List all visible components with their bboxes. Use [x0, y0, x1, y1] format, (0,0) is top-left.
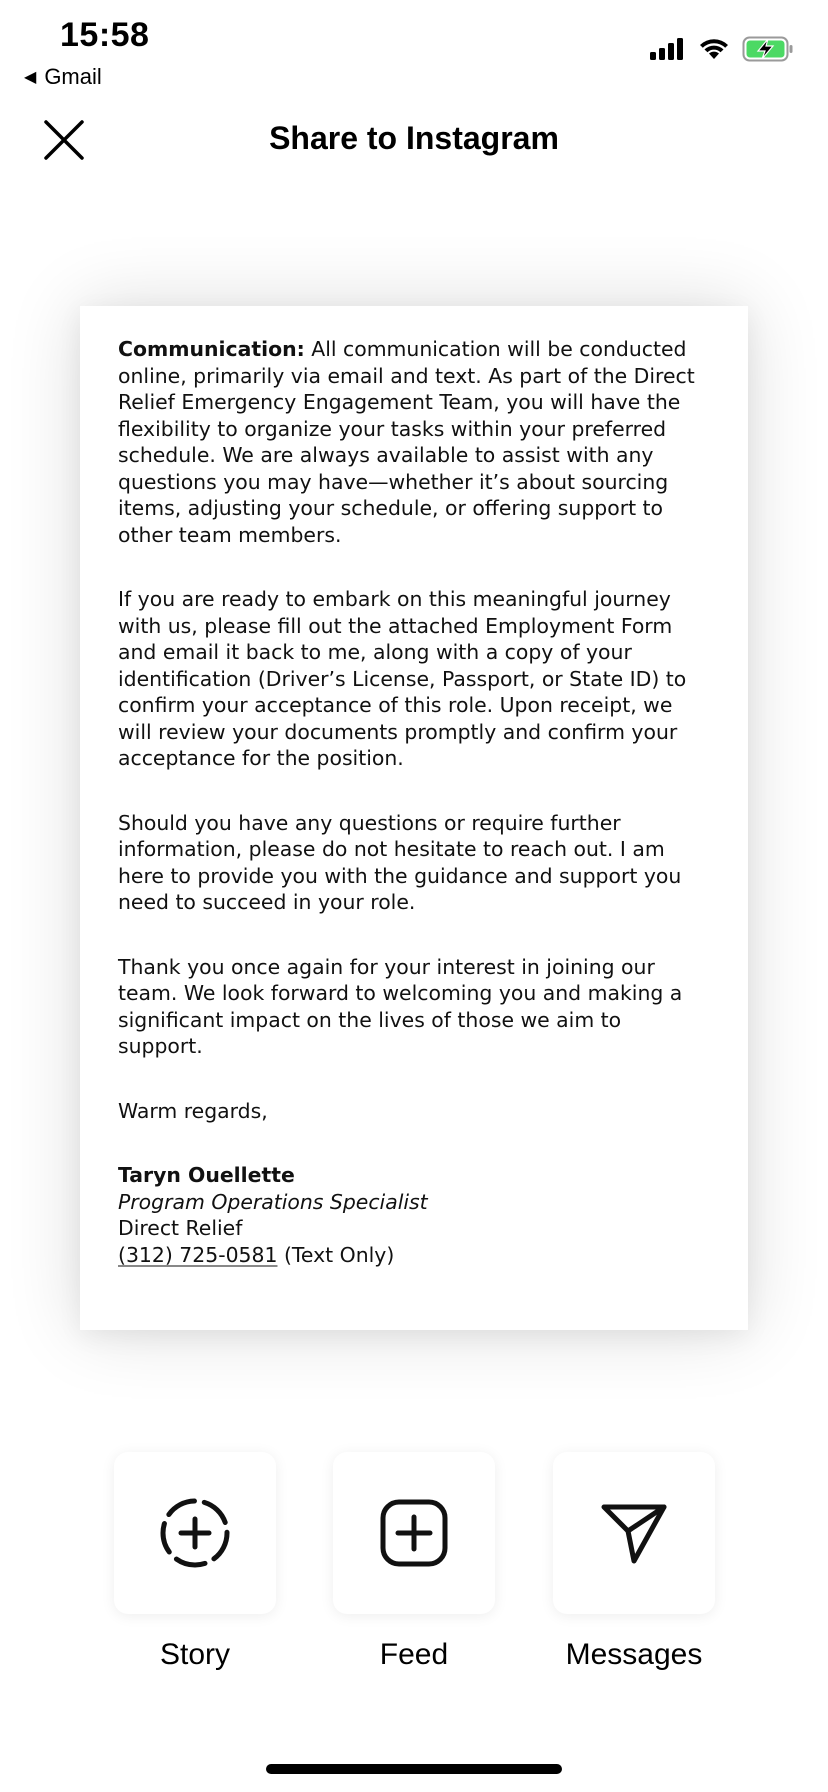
- communication-text: All communication will be conducted online, primarily via email and text. As part of the Direct Relief Emergency Engagement Team, you will have the flexibility to organize your tasks within your preferred schedule. We are always available to assist with any questions you may have—whether it’s about sourcing items, adjusting your schedule, or offering support to other team members.: [118, 337, 695, 547]
- status-icons: [650, 36, 794, 62]
- communication-label: Communication:: [118, 337, 305, 361]
- signal-icon: [650, 38, 686, 60]
- share-messages-tile[interactable]: [553, 1452, 715, 1614]
- back-arrow-icon: ◀: [24, 69, 37, 86]
- document-preview: [80, 306, 748, 1330]
- home-indicator[interactable]: [266, 1764, 562, 1774]
- share-feed-label: Feed: [379, 1638, 449, 1671]
- feed-add-icon: [378, 1497, 450, 1569]
- signature-organization: Direct Relief: [118, 1216, 243, 1240]
- signature-phone: [118, 1242, 710, 1269]
- share-feed-tile[interactable]: [333, 1452, 495, 1614]
- communication-paragraph: [118, 336, 710, 548]
- questions-paragraph: Should you have any questions or require further information, please do not hesitate to reach out. I am here to provide you with the guidance and support you need to succeed in your role.: [118, 810, 682, 914]
- send-icon: [598, 1497, 670, 1569]
- share-story-tile[interactable]: [114, 1452, 276, 1614]
- status-time: 15:58: [60, 16, 150, 54]
- signature-name: Taryn Ouellette: [118, 1163, 295, 1187]
- battery-charging-icon: [742, 36, 794, 62]
- next-steps-paragraph: If you are ready to embark on this meaningful journey with us, please fill out the attached Employment Form and email it back to me, along with a copy of your identification (Driver’s License, Passport, or State ID) to confirm your acceptance of this role. Upon receipt, we will review your documents promptly and confirm your acceptance for the position.: [118, 587, 687, 770]
- thanks-paragraph: Thank you once again for your interest in joining our team. We look forward to welcoming you and making a significant impact on the lives of those we aim to support.: [118, 954, 683, 1058]
- closing-text: Warm regards,: [118, 1098, 268, 1123]
- signature-title: Program Operations Specialist: [118, 1189, 428, 1214]
- share-messages-label: Messages: [565, 1638, 703, 1671]
- share-messages-button[interactable]: [553, 1452, 715, 1672]
- wifi-icon: [698, 37, 730, 61]
- share-story-label: Story: [159, 1638, 231, 1671]
- share-feed-button[interactable]: [333, 1452, 495, 1672]
- signature-block: [118, 1162, 710, 1268]
- story-add-icon: [157, 1495, 233, 1571]
- page-title: Share to Instagram: [269, 120, 559, 156]
- phone-note: (Text Only): [277, 1242, 395, 1267]
- share-story-button[interactable]: [114, 1452, 276, 1672]
- back-to-app-button[interactable]: [24, 64, 102, 90]
- phone-link[interactable]: (312) 725-0581: [118, 1242, 278, 1267]
- back-app-label: Gmail: [44, 64, 102, 89]
